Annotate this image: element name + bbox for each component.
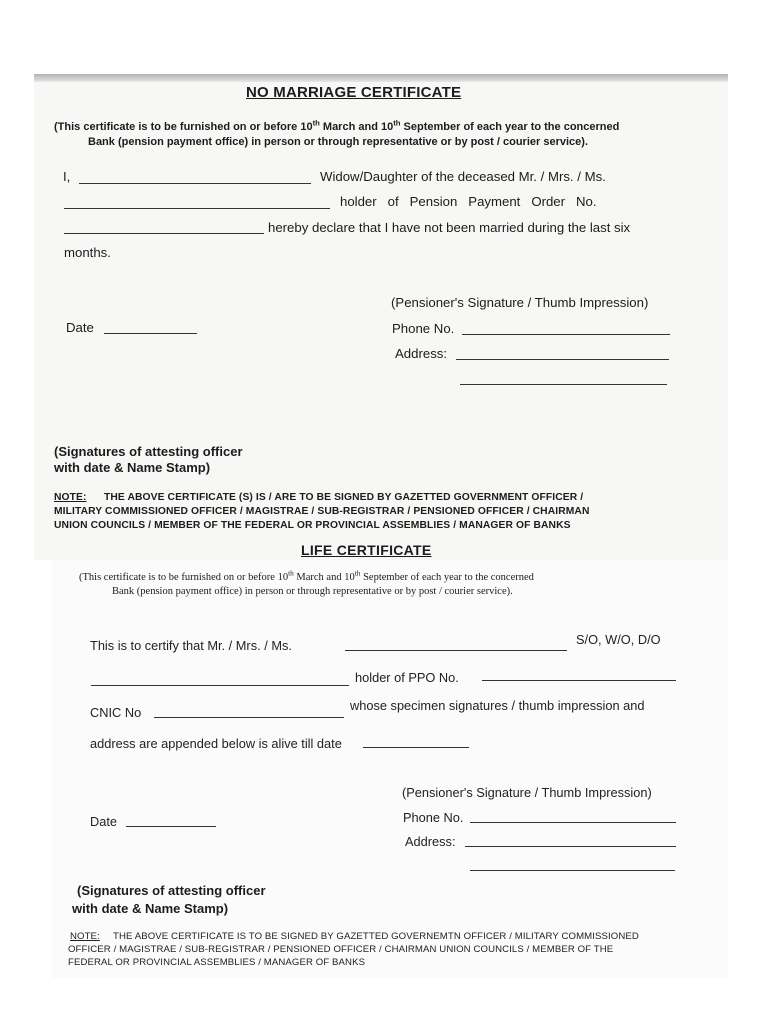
ppo-text: holder of PPO No. (355, 670, 459, 685)
no-marriage-address-blank-2[interactable] (460, 384, 667, 385)
holder-text: holder of Pension Payment Order No. (340, 194, 597, 209)
no-marriage-attesting-1: (Signatures of attesting officer (54, 444, 243, 459)
parent-name-blank[interactable] (91, 685, 349, 686)
cnic-blank[interactable] (154, 717, 344, 718)
no-marriage-instruction-1: (This certificate is to be furnished on or before 10th March and 10th September of each year to the concerned (54, 118, 620, 133)
certify-text: This is to certify that Mr. / Mrs. / Ms. (90, 638, 292, 653)
life-address-label: Address: (405, 834, 456, 849)
life-address-blank-2[interactable] (470, 870, 675, 871)
life-attesting-1: (Signatures of attesting officer (77, 883, 266, 898)
no-marriage-instruction-2: Bank (pension payment office) in person or through representative or by post / courier service). (88, 136, 588, 148)
ppo-number-blank[interactable] (64, 233, 264, 234)
specimen-text: whose specimen signatures / thumb impression and (350, 698, 645, 713)
cnic-label: CNIC No (90, 705, 142, 720)
declare-text: hereby declare that I have not been married during the last six (268, 220, 631, 235)
life-date-label: Date (90, 814, 118, 829)
life-address-blank-1[interactable] (465, 846, 676, 847)
life-date-blank[interactable] (126, 826, 216, 827)
pensioner-name-blank[interactable] (345, 650, 567, 651)
life-instruction-2: Bank (pension payment office) in person or through representative or by post / courier service). (112, 586, 513, 597)
months-text: months. (64, 245, 111, 260)
no-marriage-date-blank[interactable] (104, 333, 197, 334)
deceased-name-blank[interactable] (64, 208, 330, 209)
no-marriage-phone-blank[interactable] (462, 334, 670, 335)
no-marriage-address-blank-1[interactable] (456, 359, 669, 360)
note-label: NOTE: (54, 492, 87, 503)
note-label: NOTE: (70, 931, 100, 942)
no-marriage-date-label: Date (66, 320, 94, 335)
ppo-number-blank-life[interactable] (482, 680, 676, 681)
no-marriage-phone-label: Phone No. (392, 321, 455, 336)
life-signature-label: (Pensioner's Signature / Thumb Impression) (402, 785, 652, 800)
life-phone-blank[interactable] (470, 822, 676, 823)
i-label: I, (63, 169, 71, 184)
no-marriage-address-label: Address: (395, 346, 448, 361)
life-attesting-2: with date & Name Stamp) (72, 901, 229, 916)
no-marriage-note-2: MILITARY COMMISSIONED OFFICER / MAGISTRAE / SUB-REGISTRAR / PENSIONED OFFICER / CHAIRMAN (54, 506, 590, 517)
alive-date-blank[interactable] (363, 747, 469, 748)
widow-text: Widow/Daughter of the deceased Mr. / Mrs. / Ms. (320, 169, 606, 184)
life-note-1: THE ABOVE CERTIFICATE IS TO BE SIGNED BY GAZETTED GOVERNEMTN OFFICER / MILITARY COMMISSIONED (113, 931, 639, 942)
life-note-3: FEDERAL OR PROVINCIAL ASSEMBLIES / MANAGER OF BANKS (68, 957, 366, 968)
life-note-2: OFFICER / MAGISTRAE / SUB-REGISTRAR / PENSIONED OFFICER / CHAIRMAN UNION COUNCILS / MEMBER OF THE (68, 944, 614, 955)
life-note-label (70, 932, 100, 942)
no-marriage-title: NO MARRIAGE CERTIFICATE (246, 84, 462, 101)
life-phone-label: Phone No. (403, 810, 464, 825)
no-marriage-signature-label: (Pensioner's Signature / Thumb Impression) (391, 295, 649, 310)
no-marriage-note-3: UNION COUNCILS / MEMBER OF THE FEDERAL OR PROVINCIAL ASSEMBLIES / MANAGER OF BANKS (54, 520, 571, 531)
no-marriage-note-label (54, 493, 87, 503)
no-marriage-attesting-2: with date & Name Stamp) (54, 460, 211, 475)
name-blank[interactable] (79, 183, 311, 184)
alive-text: address are appended below is alive till date (90, 736, 342, 751)
life-instruction-1: (This certificate is to be furnished on or before 10th March and 10th September of each year to the concerned (79, 568, 534, 583)
life-title: LIFE CERTIFICATE (301, 542, 432, 558)
no-marriage-note-1: THE ABOVE CERTIFICATE (S) IS / ARE TO BE SIGNED BY GAZETTED GOVERNMENT OFFICER / (104, 492, 584, 503)
no-marriage-sheet (34, 82, 728, 560)
relation-text: S/O, W/O, D/O (576, 632, 661, 647)
